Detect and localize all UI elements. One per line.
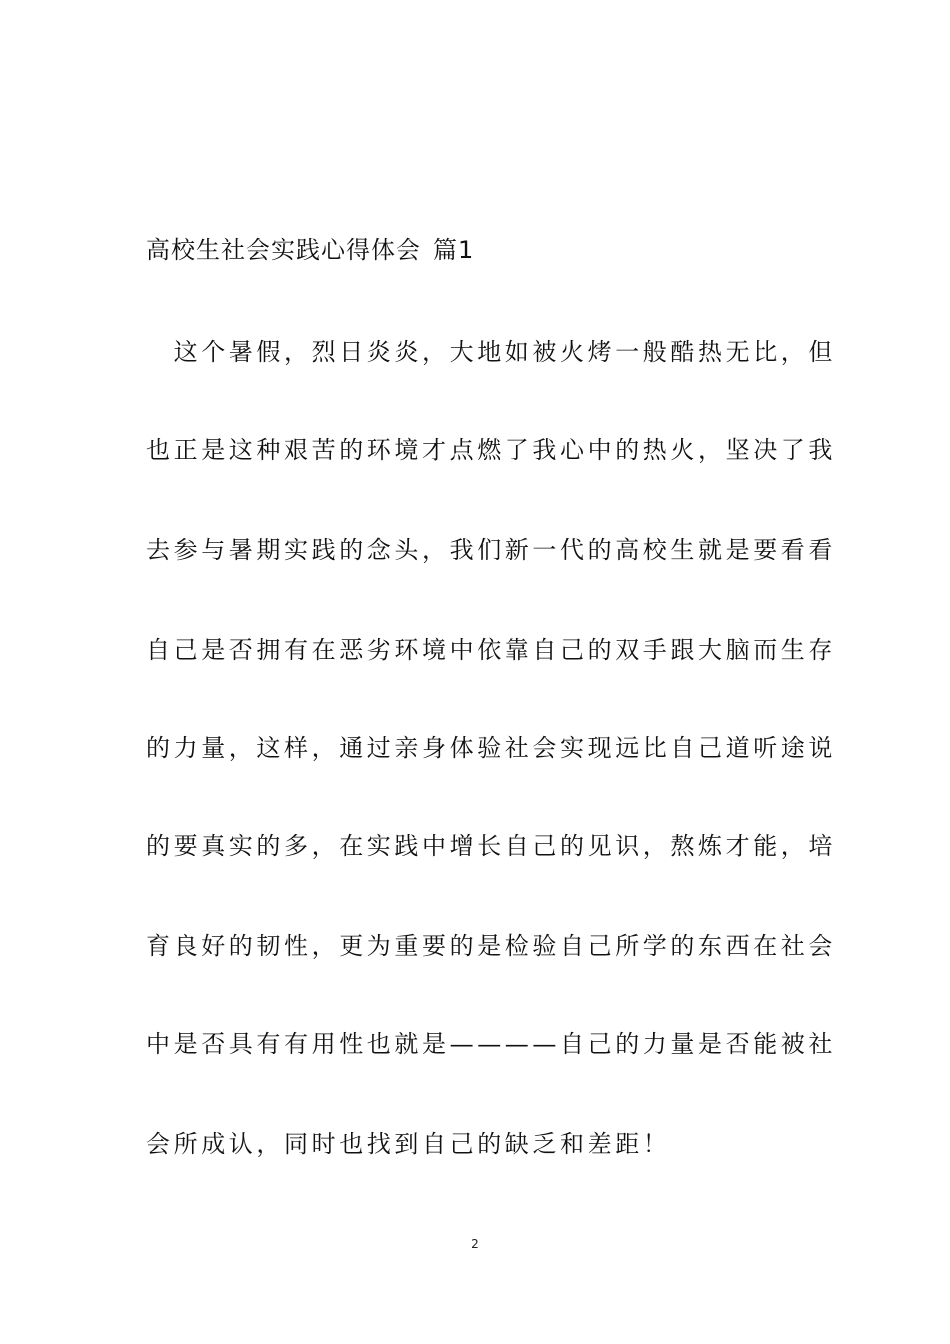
body-line: 育良好的韧性，更为重要的是检验自己所学的东西在社会 (146, 932, 836, 960)
body-line: 的要真实的多，在实践中增长自己的见识，熬炼才能，培 (146, 832, 836, 860)
body-line: 自己是否拥有在恶劣环境中依靠自己的双手跟大脑而生存 (146, 636, 836, 664)
body-line: 也正是这种艰苦的环境才点燃了我心中的热火，坚决了我 (146, 436, 836, 464)
body-line: 中是否具有有用性也就是————自己的力量是否能被社 (146, 1030, 836, 1058)
document-heading (146, 232, 474, 268)
body-line: 会所成认，同时也找到自己的缺乏和差距！ (146, 1130, 671, 1158)
page-number: 2 (471, 1237, 479, 1251)
body-line: 的力量，这样，通过亲身体验社会实现远比自己道听途说 (146, 734, 836, 762)
body-line: 去参与暑期实践的念头，我们新一代的高校生就是要看看 (146, 536, 836, 564)
part-label: 篇1 (433, 236, 475, 264)
document-title: 高校生社会实践心得体会 (146, 236, 421, 264)
body-line: 这个暑假，烈日炎炎，大地如被火烤一般酷热无比，但 (146, 338, 836, 366)
